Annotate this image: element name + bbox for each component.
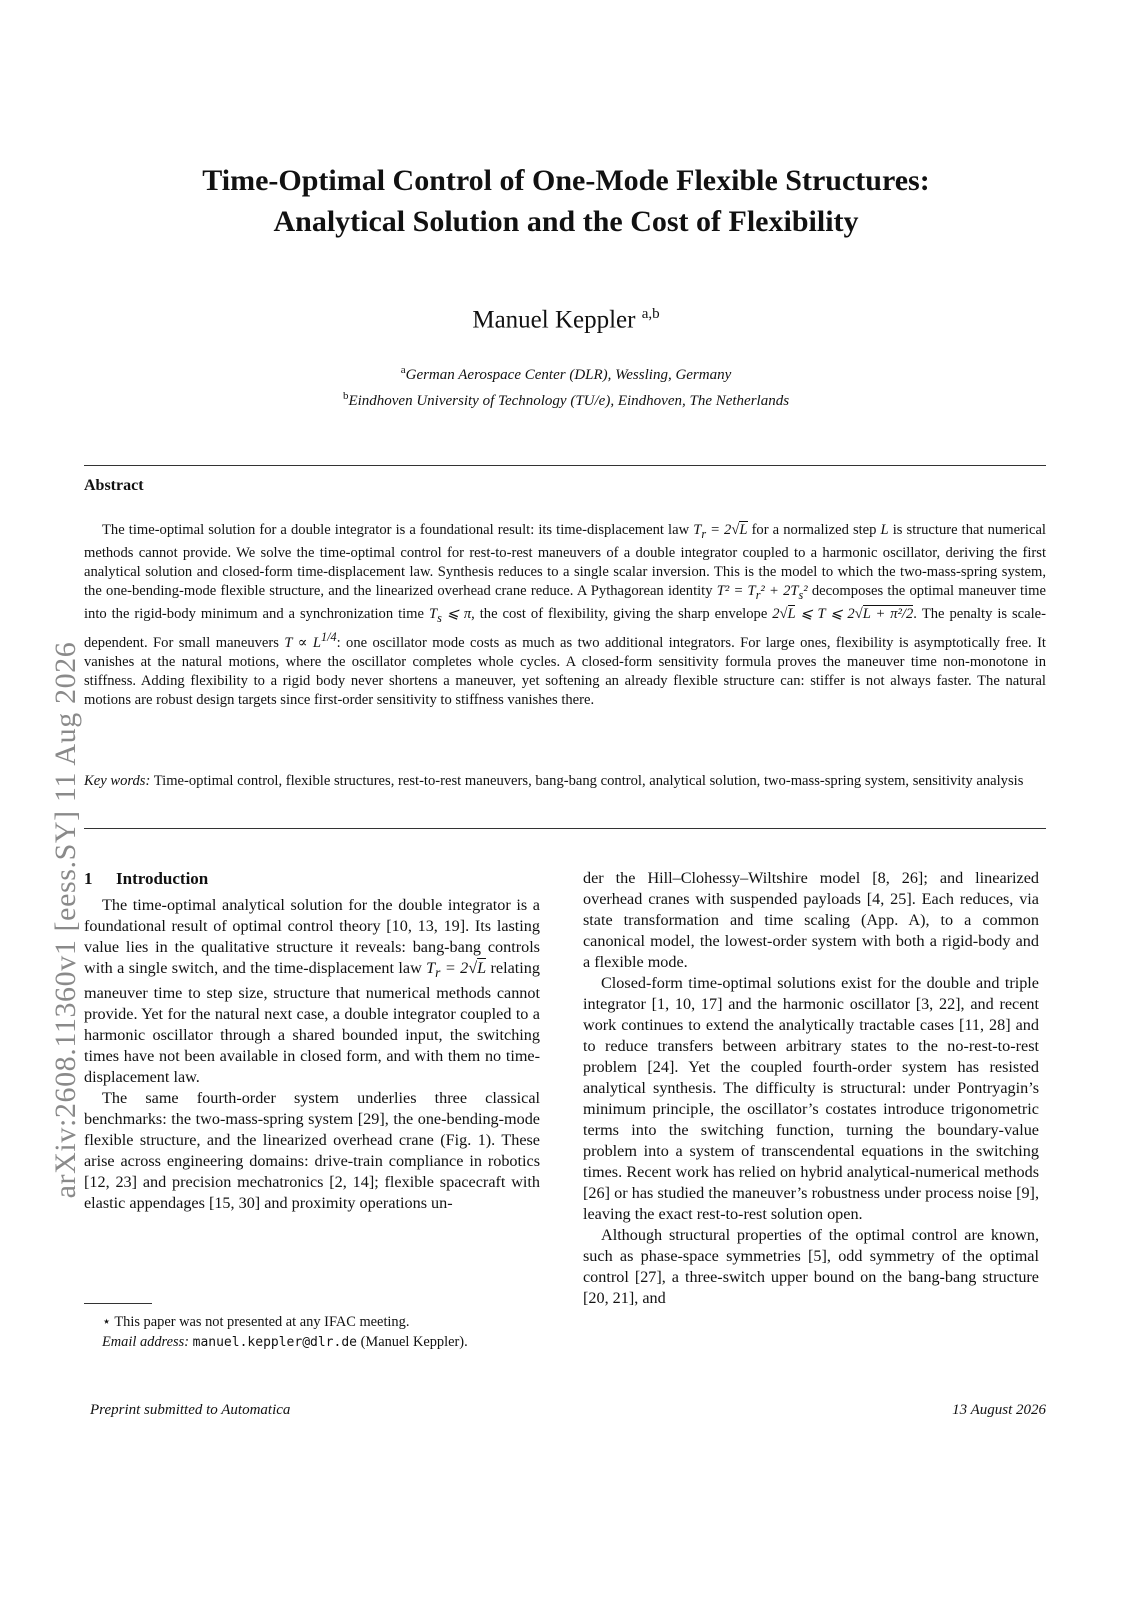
intro-paragraph-2-cont: der the Hill–Clohessy–Wiltshire model [8, 26]; and linearized overhead cranes with suspended payloads [4, 25]. Each reduces, via state transformation and time scaling (App. A), to a common canonical model, the lowest-order system with both a rigid-body and a flexible mode. bbox=[583, 869, 1039, 971]
affiliation-b-text: Eindhoven University of Technology (TU/e), Eindhoven, The Netherlands bbox=[348, 393, 790, 409]
abstract-text: decomposes the optimal maneuver time into the rigid-body minimum and a synchronization time bbox=[84, 582, 1046, 622]
arxiv-identifier-stamp: arXiv:2608.11360v1 [eess.SY] 11 Aug 2026 bbox=[49, 641, 82, 1199]
abstract-math: $T_r = 2√L$ bbox=[693, 522, 748, 541]
keywords-label: Key words: bbox=[84, 773, 151, 789]
intro-paragraph-2: The same fourth-order system underlies three classical benchmarks: the two-mass-spring system [29], the one-bending-mode flexible structure, and the linearized overhead crane (Fig. 1). These arise across engineering domains: drive-train compliance in robotics [12, 23] and precision mechatronics [2, 14]; flexible spacecraft with elastic appendages [15, 30] and proximity operations un- bbox=[84, 1089, 540, 1213]
author-name bbox=[0, 306, 1132, 334]
section-title: Introduction bbox=[116, 869, 209, 888]
abstract-math: $T_s$ ⩽ π bbox=[428, 605, 472, 625]
abstract-top-rule bbox=[84, 465, 1046, 466]
keywords-list: Time-optimal control, flexible structures, rest-to-rest maneuvers, bang-bang control, analytical solution, two-mass-spring system, sensitivity analysis bbox=[153, 773, 1024, 789]
footer-preprint: Preprint submitted to Automatica bbox=[90, 1402, 291, 1418]
affiliation-a-mark: a bbox=[400, 364, 406, 376]
section-number: 1 bbox=[84, 869, 93, 888]
section-heading bbox=[84, 868, 540, 889]
abstract-body bbox=[84, 521, 1046, 710]
abstract-text: : one oscillator mode costs as much as two additional integrators. For large ones, flexibility is asymptotically free. It vanishes at the natural motions, where the oscillator completes whole cycles. A closed-form sensitivity formula proves the maneuver time non-monotone in stiffness. Adding flexibility to a rigid body never shortens a maneuver, yet softening an already flexible structure can: stiffer is not always faster. The natural motions are robust design targets since first-order sensitivity to stiffness vanishes there. bbox=[84, 634, 1046, 708]
abstract-heading: Abstract bbox=[84, 477, 144, 494]
footnote-rule bbox=[84, 1303, 152, 1304]
abstract-math: 2√L ⩽ T ⩽ 2√L + π²/2 bbox=[772, 605, 914, 622]
abstract-text: for a normalized step bbox=[747, 522, 881, 538]
footnote-email: Email address: manuel.keppler@dlr.de (Manuel Keppler). bbox=[102, 1334, 468, 1350]
intro-math: $T_r = 2√L$ bbox=[426, 959, 487, 981]
abstract-text: . The penalty is scale-dependent. For small maneuvers bbox=[84, 605, 1046, 651]
paper-title bbox=[0, 160, 1132, 242]
author-text: Manuel Keppler bbox=[472, 306, 636, 334]
abstract-text: , the cost of flexibility, giving the sharp envelope bbox=[471, 605, 773, 622]
intro-paragraph-1: The time-optimal analytical solution for the double integrator is a foundational result of optimal control theory [10, 13, 19]. Its lasting value lies in the qualitative structure it reveals: bang-bang controls with a single switch, and the time-displacement law $T_r = 2√L$ relating maneuver time to step size, structure that numerical methods cannot provide. Yet for the natural next case, a double integrator coupled to a harmonic oscillator through a shared bounded input, the switching times have not been available in closed form, and with them no time-displacement law. bbox=[84, 896, 540, 1087]
left-column bbox=[84, 868, 540, 1214]
affiliation-b-mark: b bbox=[342, 390, 349, 402]
abstract-math: $T^2 = T_r^2 + 2T_s^2$ bbox=[716, 582, 808, 602]
right-column bbox=[583, 868, 1039, 1309]
intro-paragraph-4: Although structural properties of the optimal control are known, such as phase-space symmetries [5], odd symmetry of the optimal control [27], a three-switch upper bound on the bang-bang structure [20, 21], and bbox=[583, 1226, 1039, 1307]
author-affiliation-marks: a,b bbox=[641, 306, 660, 322]
title-line-1: Time-Optimal Control of One-Mode Flexible Structures: bbox=[202, 164, 930, 197]
footnote-note: ⋆ This paper was not presented at any IFAC meeting. bbox=[102, 1314, 410, 1330]
abstract-math: L bbox=[880, 522, 889, 538]
email-link[interactable]: manuel.keppler@dlr.de bbox=[192, 1335, 357, 1350]
title-line-2: Analytical Solution and the Cost of Flexibility bbox=[273, 205, 859, 238]
affiliation-b bbox=[0, 390, 1132, 410]
keywords bbox=[84, 772, 1046, 791]
abstract-math: $T \propto L^{1/4}$ bbox=[284, 629, 337, 651]
affiliation-a-text: German Aerospace Center (DLR), Wessling, Germany bbox=[405, 367, 732, 383]
abstract-bottom-rule bbox=[84, 828, 1046, 829]
abstract-text: The time-optimal solution for a double integrator is a foundational result: its time-displacement law bbox=[102, 522, 694, 538]
footnote bbox=[84, 1312, 540, 1353]
footer-date: 13 August 2026 bbox=[952, 1402, 1046, 1418]
intro-paragraph-3: Closed-form time-optimal solutions exist for the double and triple integrator [1, 10, 17] and the harmonic oscillator [3, 22], and recent work continues to extend the analytically tractable cases [11, 28] and to reduce transfers between arbitrary states to the no-rest-to-rest problem [24]. Yet the coupled fourth-order system has resisted analytical synthesis. The difficulty is structural: under Pontryagin’s minimum principle, the oscillator’s costates introduce trigonometric terms into the switching function, turning the boundary-value problem into a system of transcendental equations in the switching times. Recent work has relied on hybrid analytical-numerical methods [26] or has studied the maneuver’s robustness under process noise [9], leaving the exact rest-to-rest solution open. bbox=[583, 974, 1039, 1223]
abstract-text: is structure that numerical methods cannot provide. We solve the time-optimal control for rest-to-rest maneuvers of a double integrator coupled to a harmonic oscillator, deriving the first analytical solution and closed-form time-displacement law. Synthesis reduces to a single scalar inversion. This is the model to which the two-mass-spring system, the one-bending-mode flexible structure, and the linearized overhead crane reduce. A Pythagorean identity bbox=[84, 522, 1046, 599]
affiliation-a bbox=[0, 364, 1132, 384]
